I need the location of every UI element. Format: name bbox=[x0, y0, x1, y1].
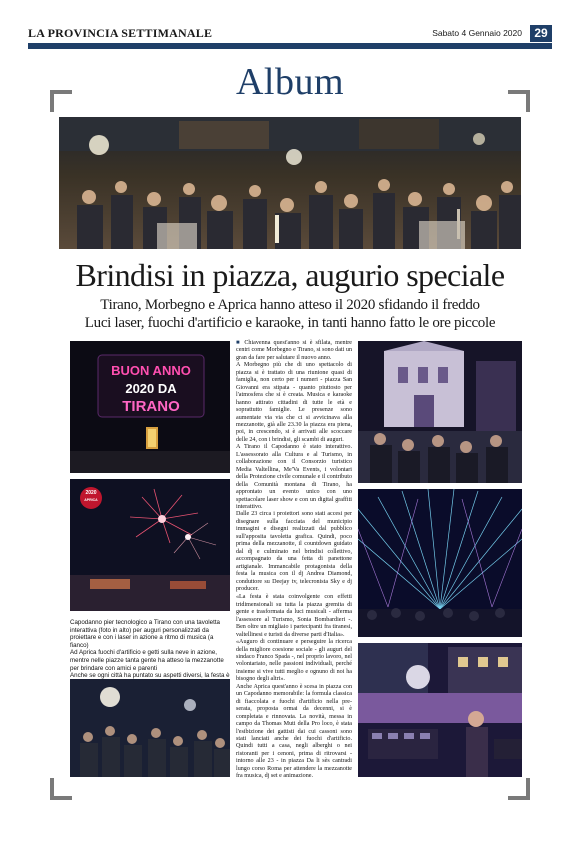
frame-corner-top-right bbox=[508, 90, 530, 112]
issue-date: Sabato 4 Gennaio 2020 bbox=[432, 28, 522, 38]
dj-stage-photo bbox=[358, 643, 522, 777]
article-paragraph-1: ■ Chiavenna quest'anno si è sfilata, mentre centri come Morbegno e Tirano, si sono dati un gran da fare per salutare il nuovo anno. bbox=[236, 340, 352, 362]
article-paragraph-3: A Tirano il Capodanno è stato interattivo. L'assessorato alla Cultura e al Turismo, in collaborazione con il Consorzio turistico Media Valtellina, Me'Va Events, i volontari della Protezione civile comunale e il contributo della Comunità montana di Tirano, ha approntato un evento unico con uno spettacolare laser show e con un digital graffiti interattivo. bbox=[236, 444, 352, 510]
caption-line-2: Ad Aprica fuochi d'artificio e getti sulla neve in azione, mentre nelle piazze tanta gente ha atteso la mezzanotte per brindare con amici e parenti bbox=[70, 649, 224, 672]
caption-line-1: Capodanno pier tecnologico a Tirano con una tavoletta interattiva (foto in alto) per auguri personalizzati da proiettare e con i laser in azione a ritmo di musica (a fianco) bbox=[70, 619, 220, 649]
led-sign-photo bbox=[70, 341, 230, 473]
article-paragraph-7: Anche Aprica quest'anno è scesa in piazza con un Capodanno memorabile: la formula classica di fiaccolata e fuochi d'artificio nella pre-serata, proposta ormai da decenni, si è completata e rinnovata. La novità, messa in campo da Thomas Muti della Pro loco, è stata l'esibizione dei gattisti dai cui cassoni sono stati lanciati anche dei fuochi d'artificio. Quindi tutti a casa, negli alberghi o nei ristoranti per i cenoni, prima di ritrovarsi - intorno alle 23 - in piazza Da li sès cantradi lungo corso Roma per attendere la mezzanotte fra musica, dj set e animazione. bbox=[236, 683, 352, 780]
led-sign-line-2: 2020 DA bbox=[125, 381, 177, 396]
led-sign-line-1: BUON ANNO bbox=[111, 363, 191, 378]
page-number: 29 bbox=[530, 25, 552, 42]
night-crowd-photo-left bbox=[70, 679, 230, 777]
article-body bbox=[236, 340, 353, 780]
municipio-facade-photo bbox=[358, 341, 522, 483]
photo-caption bbox=[70, 619, 230, 687]
crowd-photo-top bbox=[59, 117, 521, 249]
led-sign-line-3: TIRANO bbox=[122, 398, 180, 415]
header-rule bbox=[28, 43, 552, 49]
article-paragraph-4: Dalle 23 circa i proiettori sono stati accesi per disegnare sulla facciata del municipio immagini e disegni realizzati dal pubblico sull'apposita tavoletta grafica. Quindi, poco prima della mezzanotte, il countdown guidato dal dj e culminato nel brindisi collettivo, accompagnato da una fetta di panettone artigianale. Immancabile protagonista della festa la musica con il dj Andrea Diamond, conduttore su Deejay tv, telecronista Sky e dj producer. bbox=[236, 511, 352, 592]
frame-corner-bottom-left bbox=[50, 778, 72, 800]
newspaper-name: LA PROVINCIA SETTIMANALE bbox=[28, 26, 213, 40]
laser-show-photo bbox=[358, 489, 522, 637]
caption-line-3: Anche se ogni città ha puntato su aspetti diversi, la festa è bbox=[70, 672, 230, 680]
frame-corner-top-left bbox=[50, 90, 72, 112]
section-title: Album bbox=[235, 61, 345, 103]
aprica-2020-badge: 2020 APRICA bbox=[80, 487, 102, 509]
article-subheadline-2: Luci laser, fuochi d'artificio e karaoke, in tanti hanno fatto le ore piccole bbox=[84, 315, 496, 331]
masthead bbox=[28, 26, 552, 42]
article-subheadline-1: Tirano, Morbegno e Aprica hanno atteso il 2020 sfidando il freddo bbox=[100, 297, 480, 313]
article-headline: Brindisi in piazza, augurio speciale bbox=[75, 257, 505, 293]
article-paragraph-2: A Morbegno più che di uno spettacolo di piazza si è trattato di una riunione quasi di famiglia, non certo per i numeri - piazza San Giovanni era stipata - quanto piuttosto per l'atmosfera che si è creata. Musica e karaoke hanno attirato cittadini di tutte le età e soprattutto famiglie. Le presenze sono aumentate via via che ci si avvicinava alla mezzanotte, già alle 23.30 la piazza era piena, poi, in crescendo, si è arrivati alle scoccare delle 24, con i brindisi, gli scambi di auguri. bbox=[236, 362, 352, 443]
article-paragraph-5: «La festa è stata coinvolgente con effetti tridimensionali su tutta la piazza gremita di gente e trasformata da luci musicali - afferma l'assessore al Turismo, Sonia Bombardieri -. Ben oltre un migliaio i partecipanti fra tiranesi, valtellinesi e turisti da diverse parti d'Italia». bbox=[236, 594, 352, 638]
frame-corner-bottom-right bbox=[508, 778, 530, 800]
article-paragraph-6: «Auguro di continuare e perseguire la ricerca della migliore coesione sociale - gli auguri del sindaco Franco Spada -, nel proprio lavoro, nel volontariato, nelle passioni individuali, perché insieme si vive tutti meglio e ognuno di noi ha bisogno degli altri». bbox=[236, 639, 352, 683]
